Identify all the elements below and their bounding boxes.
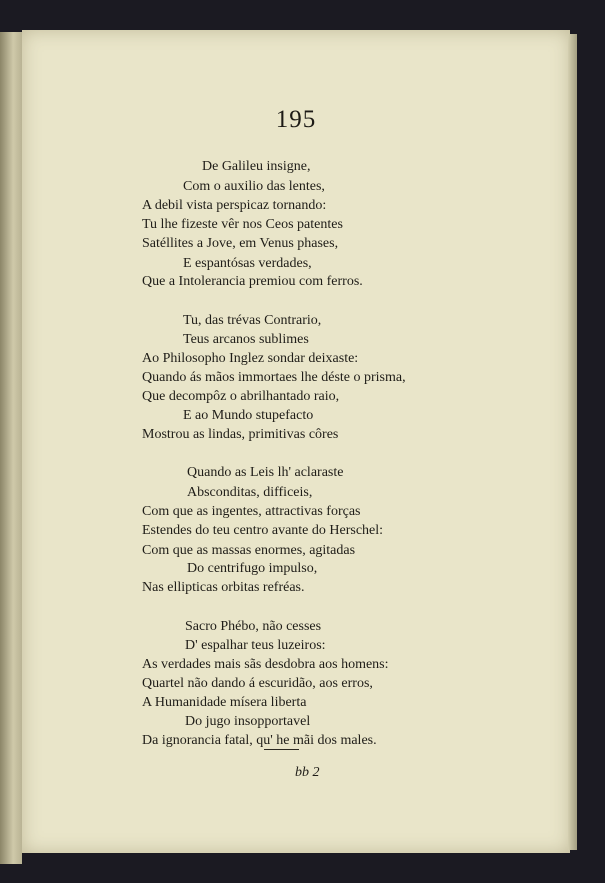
facing-page-edge: [0, 32, 22, 864]
verse-line: Com o auxilio das lentes,: [183, 179, 325, 194]
verse-line: Do jugo insopportavel: [185, 714, 311, 729]
page-edge: [568, 34, 577, 850]
verse-line: Nas ellipticas orbitas refréas.: [142, 580, 305, 595]
verse-line: Que a Intolerancia premiou com ferros.: [142, 274, 363, 289]
verse-line: Teus arcanos sublimes: [183, 332, 309, 347]
verse-line: Quando ás mãos immortaes lhe déste o prisma,: [142, 370, 406, 385]
verse-line: Tu lhe fizeste vêr nos Ceos patentes: [142, 217, 343, 232]
page-number: 195: [275, 106, 317, 133]
verse-line: Com que as massas enormes, agitadas: [142, 543, 356, 558]
verse-line: Mostrou as lindas, primitivas côres: [142, 427, 339, 442]
verse-line: Sacro Phébo, não cesses: [185, 619, 322, 634]
verse-line: Estendes do teu centro avante do Herschel:: [142, 523, 384, 538]
verse-line: Tu, das trévas Contrario,: [183, 313, 322, 328]
verse-line: E ao Mundo stupefacto: [183, 408, 314, 423]
verse-line: A debil vista perspicaz tornando:: [142, 198, 327, 213]
verse-line: De Galileu insigne,: [202, 159, 311, 174]
end-rule: [264, 749, 299, 750]
verse-line: D' espalhar teus luzeiros:: [185, 638, 326, 653]
verse-line: Satéllites a Jove, em Venus phases,: [142, 236, 339, 251]
verse-line: A Humanidade mísera liberta: [142, 695, 307, 710]
verse-line: Ao Philosopho Inglez sondar deixaste:: [142, 351, 359, 366]
signature-mark: bb 2: [295, 765, 320, 780]
verse-line: E espantósas verdades,: [183, 256, 312, 271]
verse-line: Quando as Leis lh' aclaraste: [187, 465, 344, 480]
verse-line: Absconditas, difficeis,: [187, 485, 313, 500]
book-page: [22, 30, 570, 853]
verse-line: Do centrifugo impulso,: [187, 561, 318, 576]
verse-line: Que decompôz o abrilhantado raio,: [142, 389, 340, 404]
verse-line: As verdades mais sãs desdobra aos homens:: [142, 657, 389, 672]
verse-line: Da ignorancia fatal, qu' he mãi dos males.: [142, 733, 377, 748]
verse-line: Quartel não dando á escuridão, aos erros,: [142, 676, 373, 691]
verse-line: Com que as ingentes, attractivas forças: [142, 504, 361, 519]
